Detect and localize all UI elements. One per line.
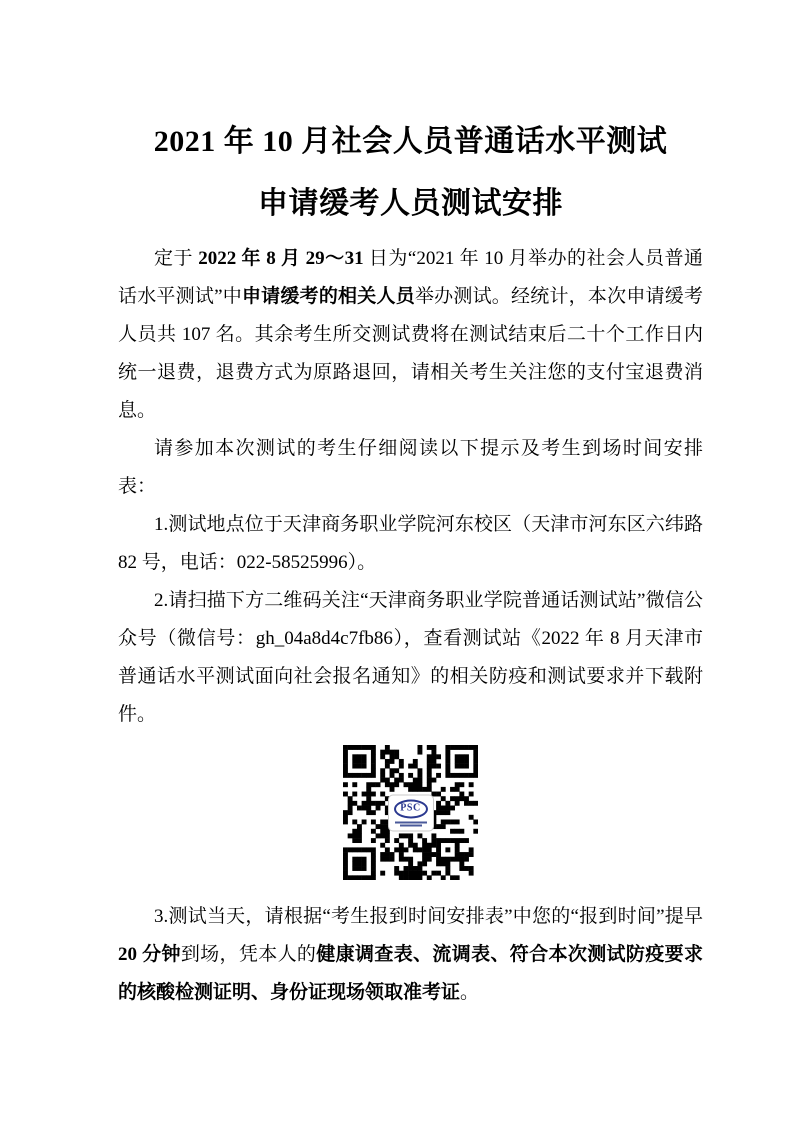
text-run: 到场，凭本人的: [180, 944, 317, 965]
psc-logo: [388, 794, 434, 831]
text-run: 。: [460, 982, 480, 1003]
text-run: 1.测试地点位于天津商务职业学院河东校区（天津市河东区六纬路 82 号，电话：022-58525996）。: [118, 514, 703, 573]
text-run: 请参加本次测试的考生仔细阅读以下提示及考生到场时间安排表：: [118, 438, 703, 497]
paragraph-item-1-location: [118, 506, 703, 582]
text-run: 2.请扫描下方二维码关注“天津商务职业学院普通话测试站”微信公众号（微信号：gh_04a8d4c7fb86），查看测试站《2022 年 8 月天津市普通话水平测试面向社会报名通知》的相关防疫和测试要求并下载附件。: [118, 590, 703, 725]
bold-text-run: 申请缓考的相关人员: [241, 286, 415, 307]
text-run: 日为“2021 年 10 月举办的社会人员普通话水平测试”中: [118, 248, 703, 307]
paragraph-intro: [118, 240, 703, 430]
body-paragraphs-before-qr: [118, 240, 703, 734]
wechat-qr-code: [343, 745, 478, 880]
document-title-line1: 2021 年 10 月社会人员普通话水平测试: [153, 125, 668, 158]
bold-text-run: 健康调查表、流调表、符合本次测试防疫要求的核酸检测证明、身份证现场领取准考证: [118, 944, 703, 1003]
psc-logo-subtext: [395, 820, 427, 826]
paragraph-item-3-checkin: [118, 898, 703, 1012]
text-run: 3.测试当天，请根据“考生报到时间安排表”中您的“报到时间”提早: [154, 906, 703, 927]
paragraph-read-notice: [118, 430, 703, 506]
qr-code-row: [118, 745, 703, 880]
text-run: 定于: [154, 248, 199, 269]
bold-text-run: 20 分钟: [118, 944, 181, 965]
body-paragraphs-after-qr: [118, 898, 703, 1012]
bold-text-run: 2022 年 8 月 29～31: [198, 248, 364, 269]
paragraph-item-2-qrcode: [118, 582, 703, 734]
text-run: 举办测试。经统计，本次申请缓考人员共 107 名。其余考生所交测试费将在测试结束后二十个工作日内统一退费，退费方式为原路退回，请相关考生关注您的支付宝退费消息。: [118, 286, 703, 421]
document-title-line2: 申请缓考人员测试安排: [258, 187, 563, 220]
psc-logo-text: PSC: [400, 802, 421, 814]
psc-logo-oval: [394, 799, 428, 818]
